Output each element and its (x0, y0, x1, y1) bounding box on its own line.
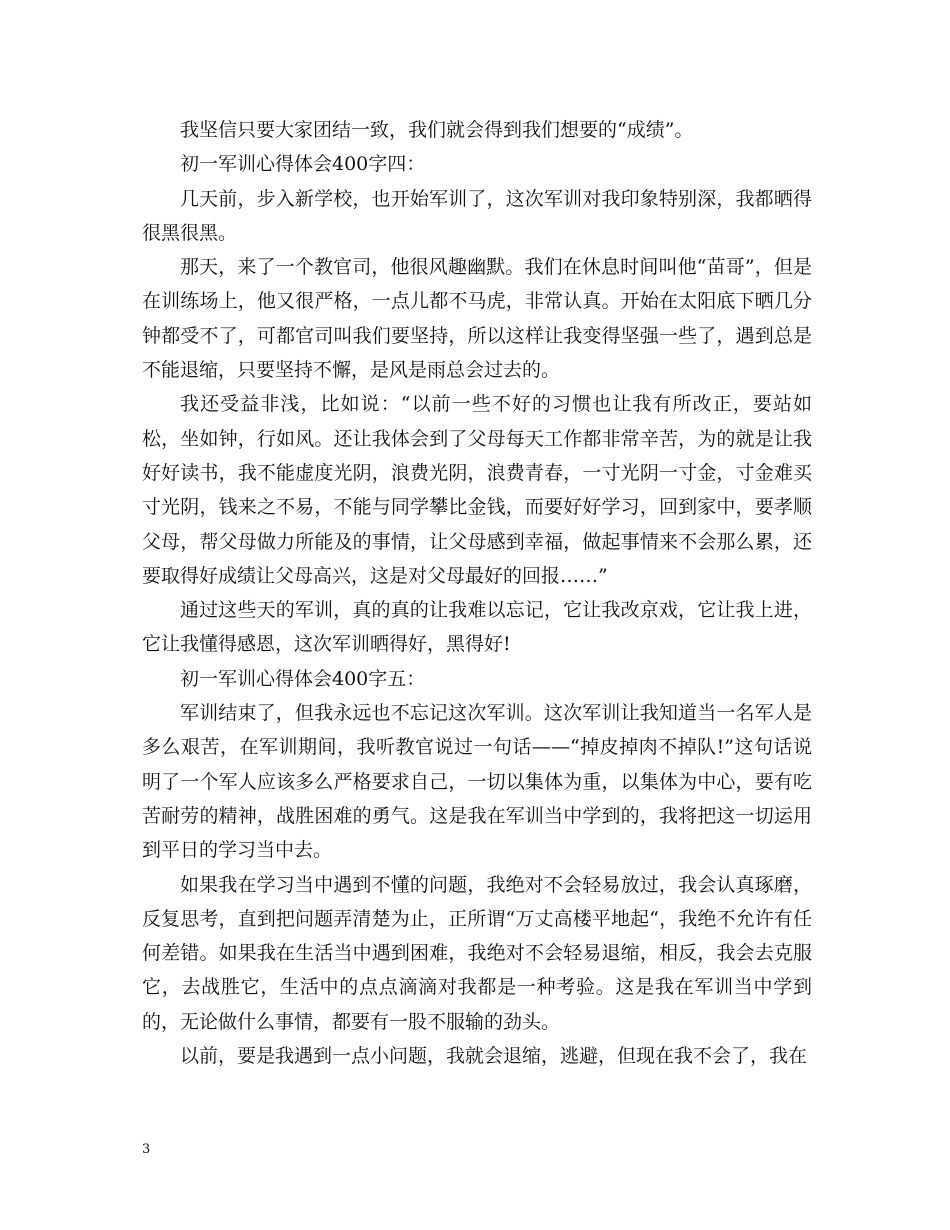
paragraph: 我还受益非浅，比如说：“以前一些不好的习惯也让我有所改正，要站如松，坐如钟，行如风。还让我体会到了父母每天工作都非常辛苦，为的就是让我好好读书，我不能虚度光阴，浪费光阴，浪费青春，一寸光阴一寸金，寸金难买寸光阴，钱来之不易，不能与同学攀比金钱，而要好好学习，回到家中，要孝顺父母，帮父母做力所能及的事情，让父母感到幸福，做起事情来不会那么累，还要取得好成绩让父母高兴，这是对父母最好的回报……” (142, 393, 812, 587)
section-heading: 初一军训心得体会400字五： (180, 667, 426, 690)
paragraph: 那天，来了一个教官司，他很风趣幽默。我们在休息时间叫他“苗哥”，但是在训练场上，他又很严格，一点儿都不马虎，非常认真。开始在太阳底下晒几分钟都受不了，可都官司叫我们要坚持，所以这样让我变得坚强一些了，遇到总是不能退缩，只要坚持不懈，是风是雨总会过去的。 (142, 256, 812, 382)
paragraph: 几天前，步入新学校，也开始军训了，这次军训对我印象特别深，我都晒得很黑很黑。 (142, 187, 812, 244)
section-heading: 初一军训心得体会400字四： (180, 153, 426, 176)
paragraph: 以前，要是我遇到一点小问题，我就会退缩，逃避，但现在我不会了，我在 (180, 1045, 808, 1068)
paragraph: 通过这些天的军训，真的真的让我难以忘记，它让我改京戏，它让我上进，它让我懂得感恩，这次军训晒得好，黑得好! (142, 599, 812, 656)
paragraph: 我坚信只要大家团结一致，我们就会得到我们想要的“成绩”。 (180, 119, 694, 141)
paragraph: 如果我在学习当中遇到不懂的问题，我绝对不会轻易放过，我会认真琢磨，反复思考，直到把问题弄清楚为止，正所谓“万丈高楼平地起“，我绝不允许有任何差错。如果我在生活当中遇到困难，我绝对不会轻易退缩，相反，我会去克服它，去战胜它，生活中的点点滴滴对我都是一种考验。这是我在军训当中学到的，无论做什么事情，都要有一股不服输的劲头。 (142, 873, 812, 1033)
paragraph: 军训结束了，但我永远也不忘记这次军训。这次军训让我知道当一名军人是多么艰苦，在军训期间，我听教官说过一句话——“掉皮掉肉不掉队!”这句话说明了一个军人应该多么严格要求自己，一切以集体为重，以集体为中心，要有吃苦耐劳的精神，战胜困难的勇气。这是我在军训当中学到的，我将把这一切运用到平日的学习当中去。 (142, 702, 812, 862)
page-number: 3 (142, 1142, 151, 1157)
body-text (142, 113, 812, 1073)
